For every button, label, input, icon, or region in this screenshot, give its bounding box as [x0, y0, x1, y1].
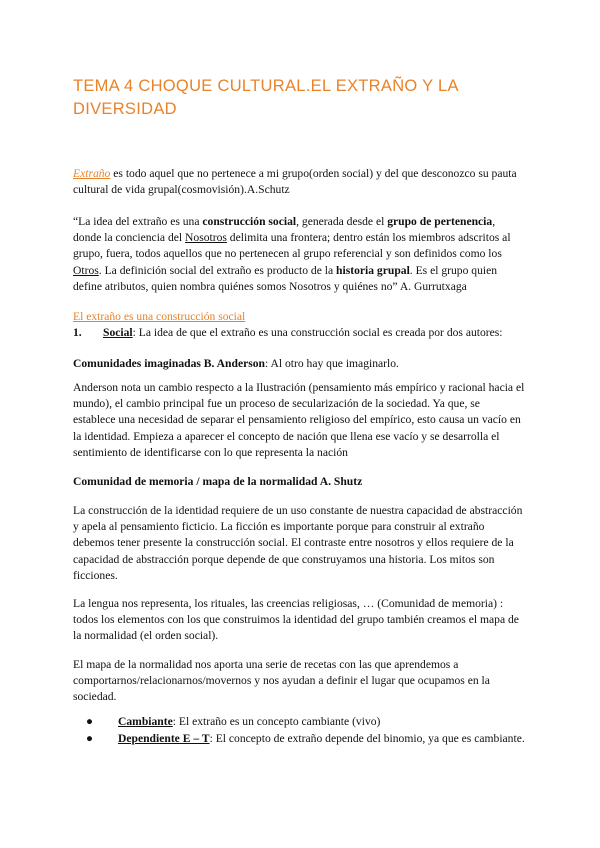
bullet-1-text: : El extraño es un concepto cambiante (vivo)	[172, 715, 381, 728]
quote-text-3: , donde la conciencia del	[73, 215, 496, 245]
document-title: TEMA 4 CHOQUE CULTURAL.EL EXTRAÑO Y LA DIVERSIDAD	[73, 77, 458, 118]
sub-heading-shutz: Comunidad de memoria / mapa de la normalidad A. Shutz	[73, 475, 363, 488]
paragraph-mapa: El mapa de la normalidad nos aporta una serie de recetas con las que aprendemos a comportarnos/relacionarnos/movernos y nos ayudan a definir el lugar que ocupamos en la sociedad.	[73, 658, 490, 704]
bullet-2-symbol: ●	[86, 732, 94, 745]
paragraph-anderson: Anderson nota un cambio respecto a la Ilustración (pensamiento más empírico y racional hacia el mundo), el cambio principal fue un proceso de secularización de la sociedad. Ya que, se establece una necesidad de separar el pensamiento religioso del empírico, esto causa un vacío en la identidad. Empieza a aparecer el concepto de nación que llena ese vacío y se desarrolla el sentimiento de identificarse con lo que representa la nación	[73, 381, 525, 459]
bullet-1-label: Cambiante	[118, 715, 173, 728]
quote-bold-construccion: construcción social	[202, 215, 297, 228]
item-1-text: : La idea de que el extraño es una construcción social es creada por dos autores:	[132, 326, 503, 339]
item-1-number: 1.	[73, 326, 82, 339]
bullet-2-text: : El concepto de extraño depende del binomio, ya que es cambiante.	[209, 732, 525, 745]
quote-text-6: . Es el grupo quien define atributos, quien nombra quiénes somos Nosotros y quiénes no” A. Gurrutxaga	[73, 263, 498, 293]
quote-paragraph	[73, 214, 525, 295]
quote-underline-otros: Otros	[73, 263, 99, 277]
bullet-2	[108, 731, 528, 747]
sub-heading-anderson-text: : Al otro hay que imaginarlo.	[265, 357, 399, 370]
section-heading: El extraño es una construcción social	[73, 310, 246, 323]
intro-text: es todo aquel que no pertenece a mi grupo(orden social) y del que desconozco su pauta cultural de vida grupal(cosmovisión).A.Schutz	[73, 167, 517, 197]
paragraph-construccion: La construcción de la identidad requiere de un uso constante de nuestra capacidad de abstracción y apela al pensamiento ficticio. La ficción es importante porque para construir al extraño debemos tener presente la construcción social. El contraste entre nosotros y ellos requiere de la capacidad de abstracción porque depende de que construyamos una historia. Los mitos son ficciones.	[73, 504, 523, 582]
quote-bold-historia: historia grupal	[336, 263, 410, 277]
quote-underline-nosotros: Nosotros	[185, 231, 227, 245]
bullet-1-symbol: ●	[86, 715, 94, 728]
item-1	[73, 325, 525, 341]
quote-text-4: delimita una frontera; dentro están los miembros adscritos al grupo, fuera, todos aquellos que no pertenecen al grupo referencial y son definidos como los	[73, 231, 511, 261]
bullet-2-label: Dependiente E – T	[118, 732, 210, 745]
intro-term: Extraño	[73, 167, 111, 180]
sub-heading-anderson-title: Comunidades imaginadas B. Anderson	[73, 357, 265, 370]
quote-text-2: , generada desde el	[296, 215, 388, 228]
quote-text-5: . La definición social del extraño es producto de la	[98, 263, 337, 277]
bullet-1	[108, 714, 528, 730]
item-1-label: Social	[103, 326, 133, 339]
quote-bold-grupo: grupo de pertenencia	[387, 215, 493, 228]
paragraph-lengua: La lengua nos representa, los rituales, las creencias religiosas, … (Comunidad de memoria) : todos los elementos con los que construimos la identidad del grupo también creamos el mapa de la normalidad (el orden social).	[73, 597, 519, 643]
intro-paragraph	[73, 166, 525, 198]
quote-text-1: “La idea del extraño es una	[73, 215, 203, 228]
sub-heading-anderson	[73, 356, 525, 372]
